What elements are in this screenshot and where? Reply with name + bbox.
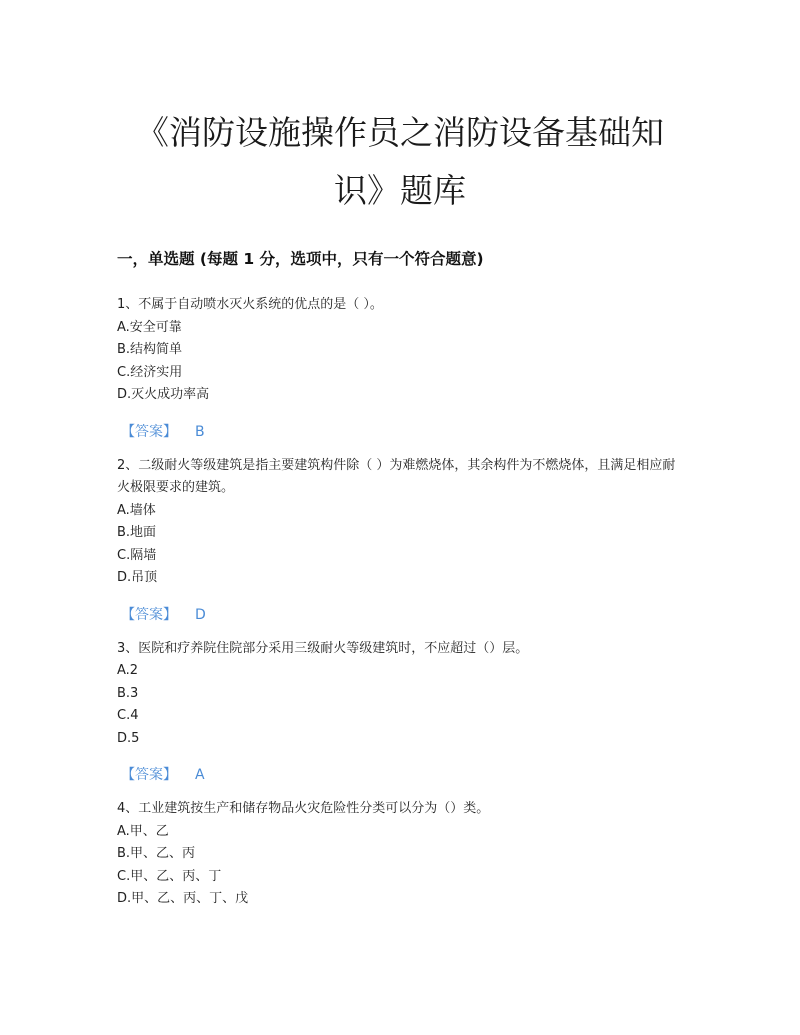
option-d: D.甲、乙、丙、丁、戊 (117, 891, 249, 906)
option-a: A.2 (117, 663, 139, 678)
answer-row (117, 420, 687, 444)
option-a: A.墙体 (117, 502, 156, 518)
option-d: D.5 (117, 730, 140, 746)
document-title-line1: 《消防设施操作员之消防设备基础知 (136, 113, 664, 152)
answer-row (117, 763, 687, 787)
question-3 (117, 638, 687, 788)
document-title-line2: 识》题库 (334, 171, 466, 210)
question-list (117, 294, 687, 911)
question-stem: 4、工业建筑按生产和储存物品火灾危险性分类可以分为（）类。 (117, 801, 490, 816)
answer-value: D (195, 606, 206, 623)
answer-label: 【答案】 (121, 767, 177, 783)
answer-label: 【答案】 (121, 606, 177, 623)
answer-value: A (195, 767, 205, 783)
question-stem: 1、不属于自动喷水灭火系统的优点的是（ ）。 (117, 297, 383, 312)
question-stem: 3、医院和疗养院住院部分采用三级耐火等级建筑时，不应超过（）层。 (117, 640, 529, 656)
option-d: D.灭火成功率高 (117, 387, 210, 402)
answer-value: B (195, 423, 205, 440)
option-b: B.3 (117, 685, 139, 701)
option-a: A.安全可靠 (117, 319, 182, 335)
document-title (100, 104, 700, 220)
question-2 (117, 455, 687, 627)
option-c: C.经济实用 (117, 364, 183, 380)
option-c: C.甲、乙、丙、丁 (117, 868, 222, 884)
option-a: A.甲、乙 (117, 823, 169, 839)
option-d: D.吊顶 (117, 570, 158, 585)
option-b: B.结构简单 (117, 342, 183, 357)
question-4 (117, 798, 687, 911)
option-b: B.甲、乙、丙 (117, 846, 196, 861)
question-stem: 2、二级耐火等级建筑是指主要建筑构件除（ ）为难燃烧体，其余构件为不燃烧体，且满足相应耐火极限要求的建筑。 (117, 457, 676, 495)
section-heading: 一，单选题 (每题 1 分，选项中，只有一个符合题意) (117, 250, 484, 268)
option-b: B.地面 (117, 525, 157, 540)
answer-row (117, 603, 687, 627)
option-c: C.隔墙 (117, 547, 157, 563)
answer-label: 【答案】 (121, 423, 177, 440)
option-c: C.4 (117, 708, 139, 723)
question-1 (117, 294, 687, 444)
